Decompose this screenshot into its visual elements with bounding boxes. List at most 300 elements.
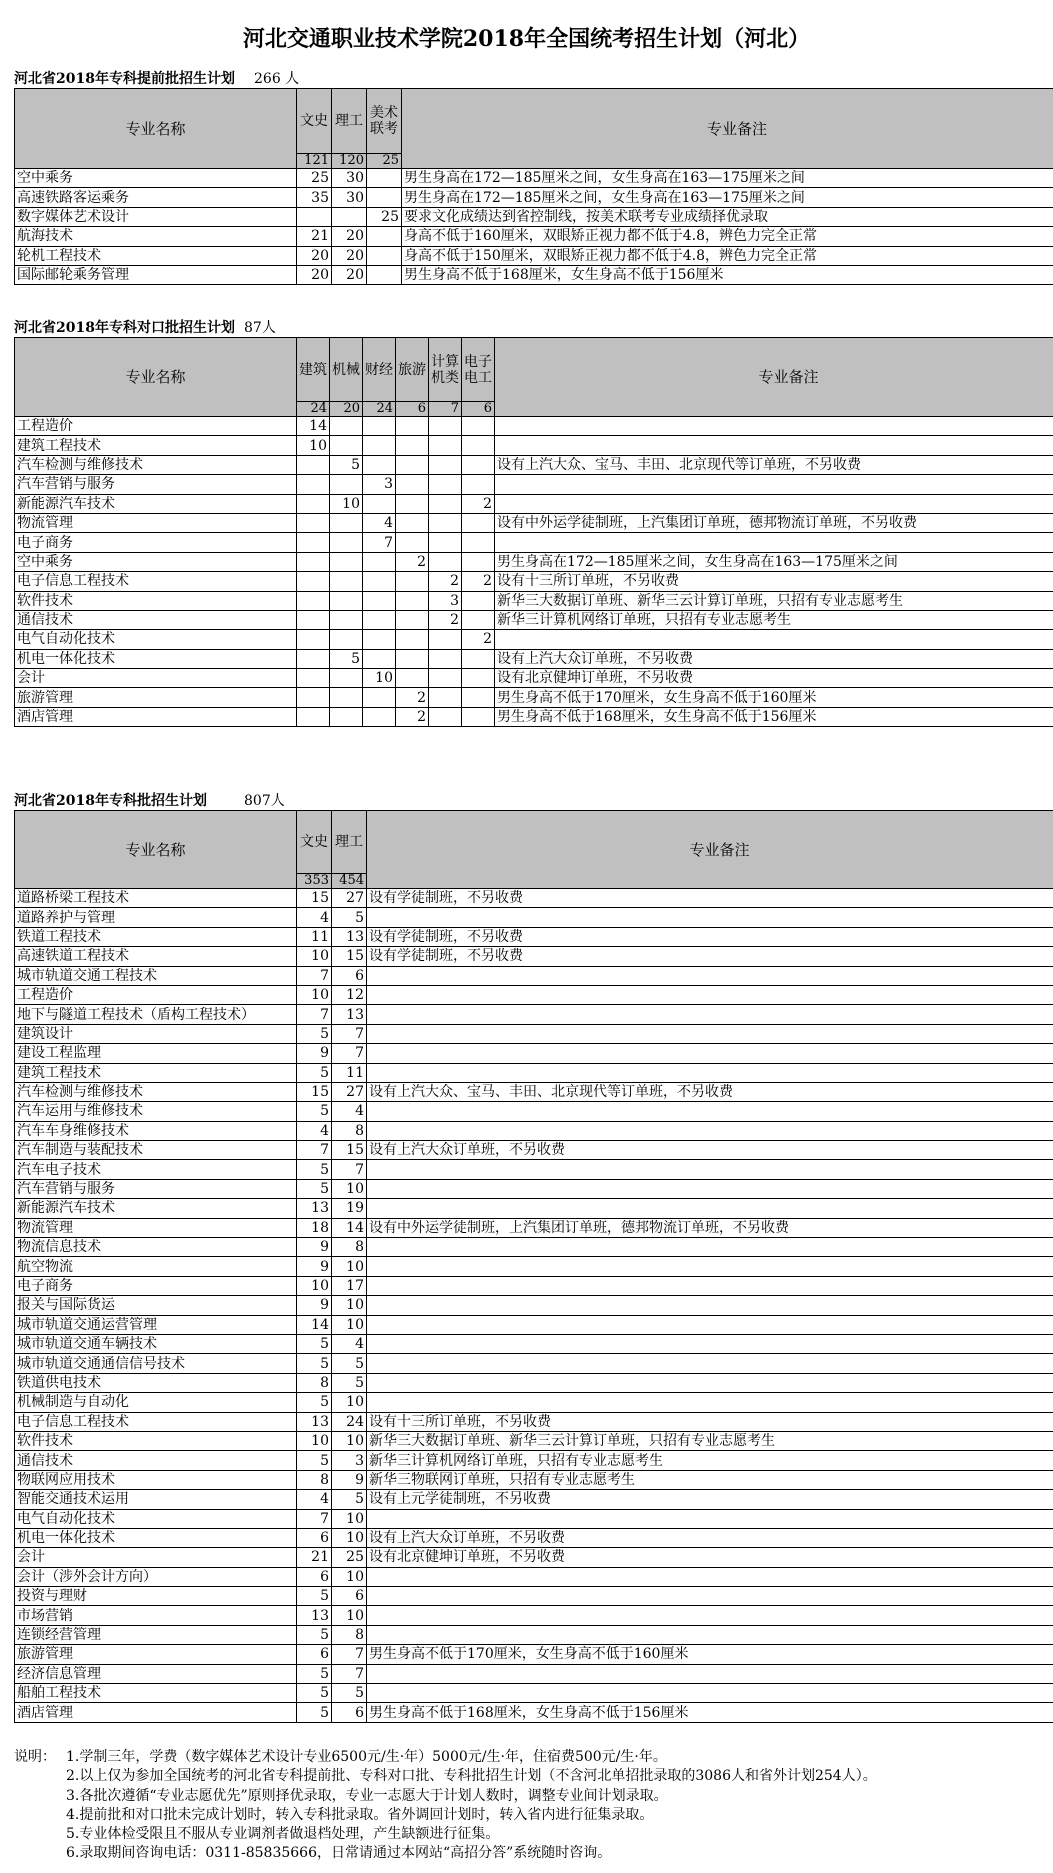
quota-cell: 35 xyxy=(297,188,332,207)
major-name: 汽车车身维修技术 xyxy=(15,1121,297,1140)
major-name: 工程造价 xyxy=(15,985,297,1004)
major-name: 轮机工程技术 xyxy=(15,246,297,265)
quota-cell xyxy=(429,649,462,668)
note-cell xyxy=(367,1044,1053,1063)
table-row xyxy=(15,1334,1053,1353)
major-name: 机械制造与自动化 xyxy=(15,1393,297,1412)
table-row xyxy=(15,1024,1053,1043)
quota-cell xyxy=(297,688,330,707)
major-name: 电子信息工程技术 xyxy=(15,1412,297,1431)
quota-cell: 24 xyxy=(332,1412,367,1431)
table-row xyxy=(15,1470,1053,1489)
note-cell: 新华三大数据订单班、新华三云计算订单班，只招有专业志愿考生 xyxy=(367,1431,1053,1450)
quota-cell xyxy=(363,610,396,629)
note-cell xyxy=(367,1334,1053,1353)
column-header: 机械 xyxy=(330,338,363,402)
quota-cell: 10 xyxy=(332,1393,367,1412)
major-name: 汽车电子技术 xyxy=(15,1160,297,1179)
note-item: 2.以上仅为参加全国统考的河北省专科提前批、专科对口批、专科批招生计划（不含河北单招批录取的3086人和省外计划254人）。 xyxy=(66,1768,877,1785)
column-total: 454 xyxy=(332,874,367,889)
quota-cell xyxy=(363,630,396,649)
section-header-early xyxy=(14,70,300,88)
table-row xyxy=(15,985,1053,1004)
note-cell: 设有十三所订单班，不另收费 xyxy=(367,1412,1053,1431)
table-row xyxy=(15,1315,1053,1334)
major-name: 汽车营销与服务 xyxy=(15,475,297,494)
major-name: 通信技术 xyxy=(15,610,297,629)
quota-cell xyxy=(330,417,363,436)
quota-cell: 5 xyxy=(297,1451,332,1470)
quota-cell: 13 xyxy=(297,1412,332,1431)
quota-cell: 4 xyxy=(297,908,332,927)
table-row xyxy=(15,1238,1053,1257)
quota-cell xyxy=(396,513,429,532)
note-item: 6.录取期间咨询电话：0311-85835666，日常请通过本网站“高招分答”系统随时咨询。 xyxy=(66,1845,612,1862)
quota-cell xyxy=(462,591,495,610)
note-cell xyxy=(367,985,1053,1004)
table-row xyxy=(15,649,1053,668)
quota-cell: 4 xyxy=(332,1334,367,1353)
quota-cell xyxy=(462,533,495,552)
major-name: 城市轨道交通通信信号技术 xyxy=(15,1354,297,1373)
quota-cell xyxy=(396,572,429,591)
note-item: 3.各批次遵循“专业志愿优先”原则择优录取，专业一志愿大于计划人数时，调整专业间计划录取。 xyxy=(66,1787,668,1804)
quota-cell: 10 xyxy=(332,1509,367,1528)
quota-cell xyxy=(367,188,402,207)
quota-cell: 8 xyxy=(332,1121,367,1140)
quota-cell xyxy=(330,707,363,726)
quota-cell: 5 xyxy=(332,1490,367,1509)
quota-cell xyxy=(330,436,363,455)
column-total: 7 xyxy=(429,402,462,417)
note-cell: 设有十三所订单班，不另收费 xyxy=(495,572,1053,591)
quota-cell xyxy=(297,630,330,649)
column-total: 24 xyxy=(363,402,396,417)
note-cell: 新华三计算机网络订单班，只招有专业志愿考生 xyxy=(367,1451,1053,1470)
major-name: 旅游管理 xyxy=(15,1645,297,1664)
note-item: 1.学制三年，学费（数字媒体艺术设计专业6500元/生·年）5000元/生·年，住宿费500元/生·年。 xyxy=(66,1749,667,1765)
note-cell: 设有北京健坤订单班，不另收费 xyxy=(367,1548,1053,1567)
note-cell xyxy=(367,1024,1053,1043)
table-row xyxy=(15,188,1053,207)
table-row xyxy=(15,669,1053,688)
note-cell xyxy=(367,1567,1053,1586)
quota-cell: 10 xyxy=(332,1315,367,1334)
quota-cell: 5 xyxy=(332,1354,367,1373)
major-name: 航海技术 xyxy=(15,227,297,246)
quota-cell: 5 xyxy=(297,1179,332,1198)
quota-cell: 21 xyxy=(297,1548,332,1567)
quota-cell: 4 xyxy=(363,513,396,532)
quota-cell: 7 xyxy=(332,1024,367,1043)
table-row xyxy=(15,1548,1053,1567)
quota-cell: 8 xyxy=(332,1238,367,1257)
major-name: 酒店管理 xyxy=(15,1703,297,1722)
quota-cell: 5 xyxy=(330,455,363,474)
major-name: 城市轨道交通车辆技术 xyxy=(15,1334,297,1353)
quota-cell xyxy=(367,169,402,188)
quota-cell: 2 xyxy=(429,572,462,591)
note-cell xyxy=(495,494,1053,513)
quota-cell xyxy=(462,417,495,436)
quota-cell xyxy=(396,436,429,455)
quota-cell: 10 xyxy=(332,1257,367,1276)
quota-cell: 5 xyxy=(297,1393,332,1412)
quota-cell: 19 xyxy=(332,1199,367,1218)
quota-cell: 4 xyxy=(332,1102,367,1121)
quota-cell: 10 xyxy=(332,1567,367,1586)
note-row xyxy=(14,1844,877,1863)
quota-cell: 5 xyxy=(297,1063,332,1082)
major-name: 软件技术 xyxy=(15,591,297,610)
quota-cell: 4 xyxy=(297,1490,332,1509)
note-cell: 设有上汽大众订单班，不另收费 xyxy=(367,1141,1053,1160)
quota-cell xyxy=(429,417,462,436)
quota-cell xyxy=(363,436,396,455)
quota-cell: 6 xyxy=(332,1703,367,1722)
quota-cell xyxy=(363,552,396,571)
note-cell: 新华三计算机网络订单班，只招有专业志愿考生 xyxy=(495,610,1053,629)
note-cell xyxy=(367,1373,1053,1392)
table-row xyxy=(15,1199,1053,1218)
quota-cell: 27 xyxy=(332,889,367,908)
quota-cell xyxy=(462,649,495,668)
quota-cell xyxy=(462,610,495,629)
notes xyxy=(14,1748,877,1864)
table-row xyxy=(15,1703,1053,1722)
table-row xyxy=(15,1121,1053,1140)
quota-cell xyxy=(330,572,363,591)
quota-cell: 8 xyxy=(297,1373,332,1392)
quota-cell xyxy=(363,494,396,513)
quota-cell: 3 xyxy=(332,1451,367,1470)
quota-cell: 9 xyxy=(297,1044,332,1063)
note-cell: 男生身高在172—185厘米之间，女生身高在163—175厘米之间 xyxy=(495,552,1053,571)
table-row xyxy=(15,889,1053,908)
note-row xyxy=(14,1787,877,1806)
vocational-batch-table xyxy=(14,337,1053,727)
table-row xyxy=(15,688,1053,707)
note-cell xyxy=(367,1296,1053,1315)
quota-cell: 5 xyxy=(297,1160,332,1179)
major-name: 高速铁路客运乘务 xyxy=(15,188,297,207)
quota-cell: 5 xyxy=(297,1102,332,1121)
note-row xyxy=(14,1748,877,1767)
quota-cell: 2 xyxy=(462,572,495,591)
page-title: 河北交通职业技术学院2018年全国统考招生计划（河北） xyxy=(242,26,811,52)
note-cell xyxy=(367,1063,1053,1082)
column-header: 建筑 xyxy=(297,338,330,402)
quota-cell: 5 xyxy=(297,1587,332,1606)
quota-cell: 2 xyxy=(429,610,462,629)
note-cell: 新华三物联网订单班，只招有专业志愿考生 xyxy=(367,1470,1053,1489)
column-total: 25 xyxy=(367,154,402,169)
note-item: 4.提前批和对口批未完成计划时，转入专科批录取。省外调回计划时，转入省内进行征集录取。 xyxy=(66,1806,654,1823)
quota-cell: 6 xyxy=(297,1528,332,1547)
column-header: 理工 xyxy=(332,89,367,154)
quota-cell: 7 xyxy=(332,1044,367,1063)
major-name: 城市轨道交通工程技术 xyxy=(15,966,297,985)
note-row xyxy=(14,1825,877,1844)
note-cell xyxy=(367,1005,1053,1024)
quota-cell xyxy=(462,455,495,474)
note-cell: 男生身高不低于170厘米，女生身高不低于160厘米 xyxy=(367,1645,1053,1664)
quota-cell: 5 xyxy=(297,1664,332,1683)
quota-cell: 5 xyxy=(297,1703,332,1722)
quota-cell xyxy=(363,688,396,707)
note-row xyxy=(14,1767,877,1786)
quota-cell xyxy=(330,533,363,552)
table-row xyxy=(15,552,1053,571)
table-row xyxy=(15,1393,1053,1412)
table-row xyxy=(15,630,1053,649)
quota-cell xyxy=(462,707,495,726)
quota-cell xyxy=(297,475,330,494)
table-row xyxy=(15,1528,1053,1547)
quota-cell: 7 xyxy=(297,966,332,985)
table-row xyxy=(15,533,1053,552)
note-cell: 男生身高不低于168厘米，女生身高不低于156厘米 xyxy=(402,265,1053,284)
table-row xyxy=(15,1373,1053,1392)
quota-cell: 20 xyxy=(332,227,367,246)
column-total: 120 xyxy=(332,154,367,169)
note-cell: 设有上汽大众订单班，不另收费 xyxy=(495,649,1053,668)
quota-cell: 7 xyxy=(363,533,396,552)
note-cell: 设有北京健坤订单班，不另收费 xyxy=(495,669,1053,688)
note-cell xyxy=(495,417,1053,436)
major-name: 连锁经营管理 xyxy=(15,1625,297,1644)
quota-cell: 25 xyxy=(297,169,332,188)
quota-cell xyxy=(429,513,462,532)
quota-cell: 30 xyxy=(332,169,367,188)
quota-cell xyxy=(330,552,363,571)
quota-cell: 7 xyxy=(332,1664,367,1683)
note-cell xyxy=(367,1606,1053,1625)
quota-cell xyxy=(367,227,402,246)
quota-cell: 10 xyxy=(297,1276,332,1295)
major-name: 机电一体化技术 xyxy=(15,1528,297,1547)
note-cell xyxy=(495,436,1053,455)
quota-cell xyxy=(396,494,429,513)
note-cell xyxy=(495,533,1053,552)
table-row xyxy=(15,436,1053,455)
quota-cell xyxy=(367,265,402,284)
column-total: 121 xyxy=(297,154,332,169)
quota-cell: 10 xyxy=(297,436,330,455)
column-total: 20 xyxy=(330,402,363,417)
table-row xyxy=(15,1141,1053,1160)
table-row xyxy=(15,169,1053,188)
major-name-header: 专业名称 xyxy=(15,811,297,889)
table-row xyxy=(15,966,1053,985)
table-row xyxy=(15,1082,1053,1101)
major-name: 数字媒体艺术设计 xyxy=(15,207,297,226)
quota-cell: 10 xyxy=(332,1296,367,1315)
major-name: 地下与隧道工程技术（盾构工程技术） xyxy=(15,1005,297,1024)
note-cell xyxy=(367,1587,1053,1606)
quota-cell: 3 xyxy=(429,591,462,610)
note-cell xyxy=(367,1257,1053,1276)
major-name: 通信技术 xyxy=(15,1451,297,1470)
quota-cell xyxy=(297,707,330,726)
major-name: 智能交通技术运用 xyxy=(15,1490,297,1509)
major-name: 报关与国际货运 xyxy=(15,1296,297,1315)
quota-cell xyxy=(462,669,495,688)
quota-cell: 10 xyxy=(297,985,332,1004)
quota-cell: 2 xyxy=(462,494,495,513)
note-cell xyxy=(367,1199,1053,1218)
quota-cell: 9 xyxy=(297,1296,332,1315)
quota-cell: 10 xyxy=(332,1606,367,1625)
section-title: 河北省2018年专科提前批招生计划 xyxy=(14,71,235,87)
note-cell: 男生身高在172—185厘米之间，女生身高在163—175厘米之间 xyxy=(402,188,1053,207)
note-cell xyxy=(367,1121,1053,1140)
quota-cell: 20 xyxy=(332,265,367,284)
table-row xyxy=(15,1490,1053,1509)
quota-cell xyxy=(429,455,462,474)
note-cell: 设有学徒制班，不另收费 xyxy=(367,947,1053,966)
major-name: 船舶工程技术 xyxy=(15,1684,297,1703)
section-count: 807人 xyxy=(244,793,285,809)
major-name-header: 专业名称 xyxy=(15,338,297,417)
major-name: 空中乘务 xyxy=(15,169,297,188)
major-name: 高速铁道工程技术 xyxy=(15,947,297,966)
major-name: 机电一体化技术 xyxy=(15,649,297,668)
table-row xyxy=(15,1044,1053,1063)
header-row xyxy=(15,338,1053,402)
major-name: 汽车运用与维修技术 xyxy=(15,1102,297,1121)
regular-batch-table xyxy=(14,810,1053,1723)
quota-cell: 5 xyxy=(297,1024,332,1043)
column-header: 文史 xyxy=(297,811,332,874)
note-cell xyxy=(367,1179,1053,1198)
quota-cell xyxy=(330,630,363,649)
quota-cell: 14 xyxy=(297,1315,332,1334)
quota-cell xyxy=(396,669,429,688)
table-row xyxy=(15,475,1053,494)
note-cell xyxy=(367,1160,1053,1179)
quota-cell: 14 xyxy=(297,417,330,436)
quota-cell xyxy=(363,417,396,436)
quota-cell: 6 xyxy=(332,966,367,985)
major-name: 空中乘务 xyxy=(15,552,297,571)
quota-cell xyxy=(363,649,396,668)
quota-cell: 8 xyxy=(332,1625,367,1644)
table-row xyxy=(15,1179,1053,1198)
major-name: 物流信息技术 xyxy=(15,1238,297,1257)
quota-cell xyxy=(429,533,462,552)
table-row xyxy=(15,1587,1053,1606)
table-row xyxy=(15,1451,1053,1470)
note-cell: 设有中外运学徒制班，上汽集团订单班，德邦物流订单班，不另收费 xyxy=(367,1218,1053,1237)
quota-cell xyxy=(297,207,332,226)
quota-cell: 7 xyxy=(297,1141,332,1160)
quota-cell xyxy=(297,669,330,688)
column-header: 计算机类 xyxy=(429,338,462,402)
quota-cell: 10 xyxy=(363,669,396,688)
table-row xyxy=(15,1063,1053,1082)
table-row xyxy=(15,1606,1053,1625)
major-name: 新能源汽车技术 xyxy=(15,1199,297,1218)
table-row xyxy=(15,1645,1053,1664)
note-header: 专业备注 xyxy=(367,811,1053,889)
major-name: 汽车检测与维修技术 xyxy=(15,455,297,474)
note-cell xyxy=(367,1315,1053,1334)
section-header-regular xyxy=(14,792,285,810)
column-header: 电子电工 xyxy=(462,338,495,402)
table-row xyxy=(15,246,1053,265)
quota-cell xyxy=(330,591,363,610)
major-name: 电子信息工程技术 xyxy=(15,572,297,591)
quota-cell: 27 xyxy=(332,1082,367,1101)
table-row xyxy=(15,1102,1053,1121)
major-name: 旅游管理 xyxy=(15,688,297,707)
quota-cell: 20 xyxy=(297,246,332,265)
quota-cell: 25 xyxy=(367,207,402,226)
note-cell xyxy=(367,1393,1053,1412)
major-name: 经济信息管理 xyxy=(15,1664,297,1683)
note-cell xyxy=(367,1238,1053,1257)
quota-cell xyxy=(297,494,330,513)
note-cell xyxy=(367,1509,1053,1528)
table-row xyxy=(15,1567,1053,1586)
quota-cell: 13 xyxy=(297,1606,332,1625)
quota-cell: 5 xyxy=(332,1373,367,1392)
major-name: 建设工程监理 xyxy=(15,1044,297,1063)
major-name: 汽车制造与装配技术 xyxy=(15,1141,297,1160)
major-name: 酒店管理 xyxy=(15,707,297,726)
table-row xyxy=(15,207,1053,226)
quota-cell: 6 xyxy=(297,1645,332,1664)
quota-cell: 7 xyxy=(297,1005,332,1024)
note-cell: 男生身高在172—185厘米之间，女生身高在163—175厘米之间 xyxy=(402,169,1053,188)
table-row xyxy=(15,1354,1053,1373)
note-cell xyxy=(495,630,1053,649)
table-row xyxy=(15,1276,1053,1295)
quota-cell: 10 xyxy=(332,1431,367,1450)
quota-cell xyxy=(462,688,495,707)
quota-cell: 6 xyxy=(297,1567,332,1586)
quota-cell xyxy=(462,552,495,571)
table-row xyxy=(15,1257,1053,1276)
column-total: 6 xyxy=(396,402,429,417)
quota-cell xyxy=(330,610,363,629)
table-row xyxy=(15,1412,1053,1431)
quota-cell: 13 xyxy=(332,1005,367,1024)
quota-cell xyxy=(429,688,462,707)
quota-cell: 18 xyxy=(297,1218,332,1237)
note-cell: 设有中外运学徒制班，上汽集团订单班，德邦物流订单班，不另收费 xyxy=(495,513,1053,532)
quota-cell: 10 xyxy=(297,947,332,966)
note-header: 专业备注 xyxy=(402,89,1053,169)
quota-cell xyxy=(330,688,363,707)
notes-lead: 说明： xyxy=(14,1749,56,1765)
quota-cell: 10 xyxy=(297,1431,332,1450)
quota-cell xyxy=(367,246,402,265)
quota-cell: 13 xyxy=(332,927,367,946)
quota-cell xyxy=(330,475,363,494)
quota-cell: 21 xyxy=(297,227,332,246)
early-batch-table xyxy=(14,88,1053,285)
column-header: 财经 xyxy=(363,338,396,402)
section-title: 河北省2018年专科批招生计划 xyxy=(14,793,207,809)
note-cell: 设有学徒制班，不另收费 xyxy=(367,889,1053,908)
major-name: 物流管理 xyxy=(15,1218,297,1237)
column-total: 353 xyxy=(297,874,332,889)
note-cell: 设有上汽大众订单班，不另收费 xyxy=(367,1528,1053,1547)
table-row xyxy=(15,908,1053,927)
major-name: 建筑工程技术 xyxy=(15,436,297,455)
